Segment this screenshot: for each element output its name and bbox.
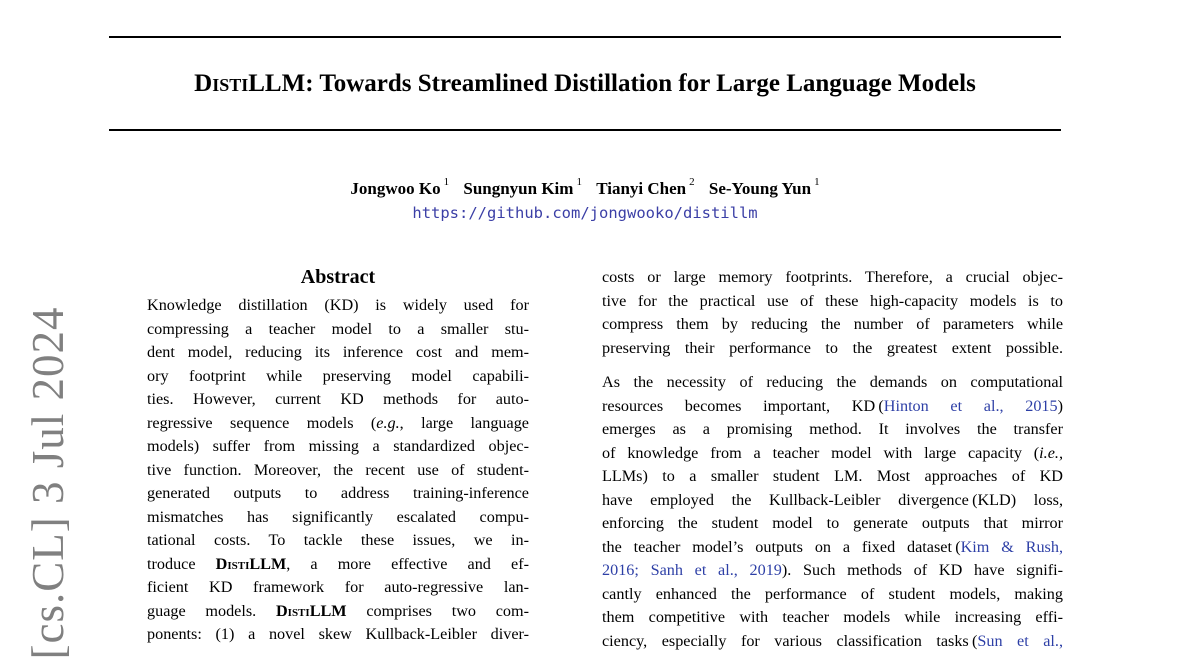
- citation-link[interactable]: Kim & Rush,: [960, 537, 1063, 556]
- abstract-heading: Abstract: [300, 266, 376, 288]
- title-text: LLM: Towards Streamlined Distillation for Large Language Models: [248, 70, 976, 97]
- body-line: costs or large memory footprints. Therefore, a crucial objec-: [602, 268, 1063, 286]
- title-rule-bottom: [109, 129, 1061, 131]
- citation-link[interactable]: Sun et al.,: [977, 631, 1063, 650]
- author-affiliation: 1: [576, 176, 582, 188]
- body-paragraph-2: [602, 371, 1063, 653]
- body-line: tive for the practical use of these high-capacity models is to: [602, 291, 1063, 310]
- method-name: [216, 555, 287, 573]
- abstract-line: mismatches has significantly escalated compu-: [147, 507, 529, 526]
- abstract-text: regressive sequence models (: [147, 413, 377, 432]
- arxiv-stamp-text: [cs.CL] 3 Jul 2024: [22, 306, 73, 660]
- method-name: [276, 602, 347, 620]
- abstract-line: [147, 553, 529, 577]
- body-line: enforcing the student model to generate outputs that mirror: [602, 514, 1063, 532]
- abstract-line: ponents: (1) a novel skew Kullback-Leibler diver-: [147, 625, 529, 643]
- method-name-smallcaps: Disti: [275, 601, 310, 620]
- abstract-line: [147, 600, 529, 624]
- author-2: [463, 176, 582, 198]
- abstract-line: compressing a teacher model to a smaller stu-: [147, 319, 529, 338]
- title-method-name: Disti: [194, 70, 249, 97]
- paragraph-gap: [602, 360, 1063, 371]
- abstract-line: models) suffer from missing a standardized objec-: [147, 437, 529, 455]
- body-line: [602, 395, 1063, 419]
- citation-link[interactable]: 2016; Sanh et al., 2019: [602, 561, 782, 579]
- abstract-line: [147, 412, 529, 436]
- abstract-line: ties. However, current KD methods for auto-: [147, 390, 529, 408]
- body-text: ). Such methods of KD have signifi-: [781, 561, 1063, 579]
- body-line: [602, 559, 1063, 583]
- author-name: Jongwoo Ko: [350, 178, 441, 198]
- abstract-column: [147, 264, 529, 647]
- abstract-line: ory footprint while preserving model capabili-: [147, 366, 529, 385]
- author-affiliation: 2: [689, 176, 695, 188]
- paper-title: [109, 64, 1061, 104]
- body-line: As the necessity of reducing the demands on computational: [602, 373, 1063, 391]
- body-text: resources becomes important, KD (: [602, 396, 884, 415]
- arxiv-stamp: [10, 306, 85, 660]
- abstract-line: tive function. Moreover, the recent use of student-: [147, 460, 529, 479]
- body-text: ciency, especially for various classification tasks (: [602, 631, 978, 650]
- author-1: [350, 176, 450, 198]
- body-emphasis: i.e.,: [1039, 443, 1063, 462]
- body-column: [602, 266, 1063, 653]
- body-line: have employed the Kullback-Leibler divergence (KLD) loss,: [602, 490, 1063, 509]
- abstract-line: ficient KD framework for auto-regressive lan-: [147, 578, 529, 596]
- abstract-text: , large language: [399, 413, 529, 432]
- body-text: the teacher model’s outputs on a fixed dataset (: [602, 537, 961, 556]
- author-affiliation: 1: [443, 176, 450, 188]
- author-name: Tianyi Chen: [596, 178, 687, 198]
- abstract-line: tational costs. To tackle these issues, we in-: [147, 531, 529, 549]
- body-line: them competitive with teacher models while increasing effi-: [602, 608, 1063, 626]
- body-line: compress them by reducing the number of parameters while: [602, 315, 1063, 333]
- abstract-text: , a more effective and ef-: [286, 554, 529, 573]
- body-text: ): [1057, 396, 1063, 415]
- body-line: [602, 442, 1063, 466]
- abstract-emphasis: e.g.: [376, 413, 400, 432]
- author-4: [708, 176, 820, 198]
- author-3: [596, 176, 695, 198]
- author-list: [109, 172, 1061, 201]
- author-affiliation: 1: [814, 176, 820, 188]
- author-name: Sungnyun Kim: [463, 178, 574, 198]
- abstract-text: troduce: [147, 554, 216, 573]
- body-line: preserving their performance to the greatest extent possible.: [602, 338, 1063, 357]
- body-line: [602, 630, 1063, 654]
- body-line: emerges as a promising method. It involves the transfer: [602, 420, 1063, 438]
- method-name-rest: LLM: [249, 554, 287, 573]
- abstract-line: dent model, reducing its inference cost and mem-: [147, 343, 529, 361]
- method-name-rest: LLM: [309, 601, 347, 620]
- body-text: of knowledge from a teacher model with large capacity (: [602, 443, 1040, 462]
- abstract-line: Knowledge distillation (KD) is widely used for: [147, 296, 529, 314]
- title-rule-top: [109, 36, 1061, 38]
- abstract-text: guage models.: [147, 601, 276, 620]
- author-name: Se-Young Yun: [708, 178, 812, 198]
- body-line: LLMs) to a smaller student LM. Most approaches of KD: [602, 467, 1063, 485]
- body-line: cantly enhanced the performance of student models, making: [602, 584, 1063, 603]
- repo-link[interactable]: https://github.com/jongwooko/distillm: [412, 204, 758, 222]
- citation-link[interactable]: Hinton et al., 2015: [883, 396, 1058, 415]
- abstract-line: generated outputs to address training-inference: [147, 484, 529, 502]
- body-line: [602, 536, 1063, 560]
- body-paragraph-1: [602, 266, 1063, 360]
- abstract-text: comprises two com-: [346, 601, 529, 620]
- method-name-smallcaps: Disti: [215, 554, 250, 573]
